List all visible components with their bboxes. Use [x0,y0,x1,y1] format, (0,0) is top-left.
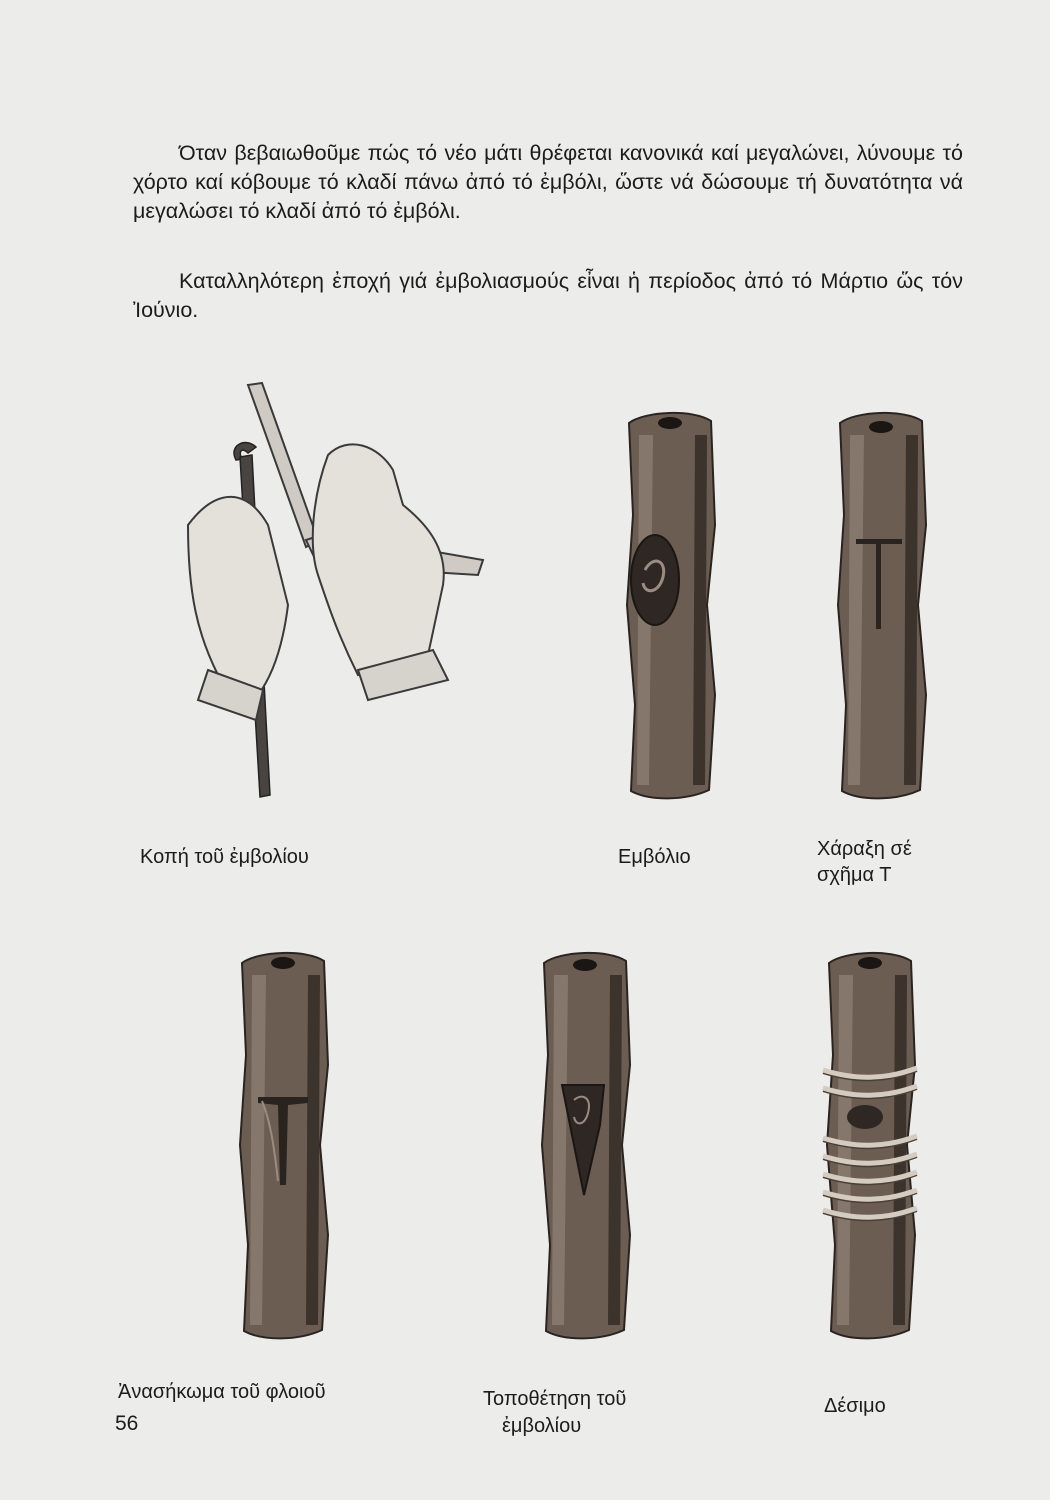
lifting-bark-illustration [228,945,338,1345]
tying-caption: Δέσιμο [824,1395,886,1417]
scion-caption: Εμβόλιο [618,846,691,868]
lifting-bark-caption: Ἀνασήκωμα τοῦ φλοιοῦ [118,1381,326,1403]
cutting-scion-illustration [178,375,478,805]
t-cut-illustration [826,405,936,805]
t-cut-caption-line-1: Χάραξη σέ [817,838,912,860]
cutting-scion-caption: Κοπή τοῦ ἐμβολίου [140,846,309,868]
placing-scion-caption-line-1: Τοποθέτηση τοῦ [483,1388,627,1410]
paragraph-2: Καταλληλότερη ἐποχή γιά ἐμβολιασμούς εἶναι ἡ περίοδος ἀπό τό Μάρτιο ὥς τόν Ἰούνιο. [133,269,963,322]
placing-scion-caption-line-2: ἐμβολίου [502,1415,582,1437]
tying-illustration [815,945,925,1345]
paragraph-1: Όταν βεβαιωθοῦμε πώς τό νέο μάτι θρέφεται κανονικά καί μεγαλώνει, λύνουμε τό χόρτο καί κόβουμε τό κλαδί πάνω ἀπό τό ἐμβόλι, ὥστε νά δώσουμε τή δυνατότητα νά μεγαλώσει τό κλαδί ἀπό τό ἐμβόλι. [133,141,963,223]
page-number: 56 [115,1412,139,1435]
scion-illustration [615,405,725,805]
placing-scion-illustration [530,945,640,1345]
t-cut-caption-line-2: σχῆμα Τ [817,864,892,886]
